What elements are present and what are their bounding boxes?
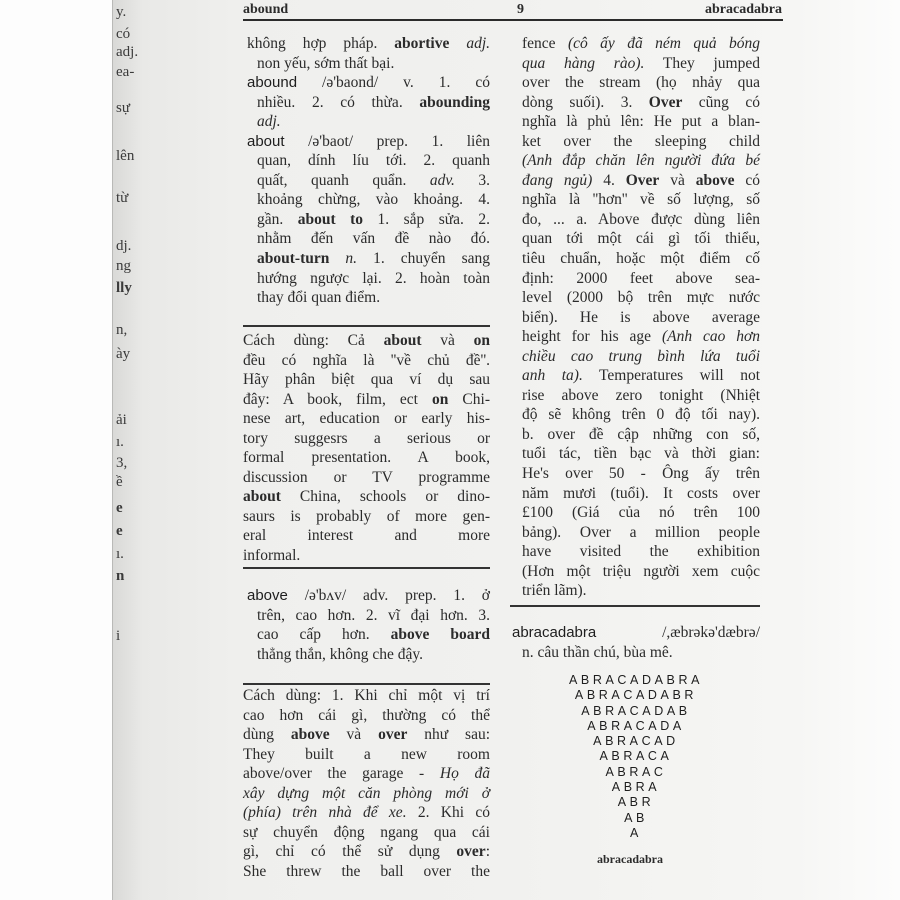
text-span: độ sẽ không trên 0 độ tối nay). — [522, 406, 760, 424]
text-line — [243, 606, 490, 626]
text-span: n. câu thần chú, bùa mê. — [522, 643, 673, 661]
text-span: đo, ... a. Above được dùng liên — [522, 210, 760, 228]
text-span: có — [734, 171, 760, 189]
text-line — [508, 366, 760, 386]
text-line — [243, 625, 490, 645]
text-line — [243, 448, 490, 468]
text-line — [508, 386, 760, 406]
text-line — [243, 171, 490, 191]
triangle-row: ABRACA — [599, 749, 673, 764]
text-line — [243, 34, 490, 54]
fragment-text: n, — [116, 322, 128, 338]
text-line — [243, 784, 490, 804]
triangle-row: ABRACAD — [593, 734, 679, 749]
triangle-row: ABRACADA — [587, 718, 685, 733]
text-line — [508, 308, 760, 328]
text-line — [243, 288, 490, 308]
text-span: 2. Khi có — [406, 804, 490, 822]
fragment-text: từ — [116, 190, 129, 206]
text-line — [508, 405, 760, 425]
text-line — [243, 803, 490, 823]
text-span: /ə'baot/ prep. 1. liên — [284, 132, 490, 150]
triangle-caption: abracadabra — [597, 852, 663, 866]
italic-text: (Anh đắp chăn lên người đứa bé — [522, 152, 760, 170]
text-span: tuổi tác, tiền bạc và thời gian: — [522, 445, 760, 463]
text-span: height for his age — [522, 328, 662, 346]
text-line — [508, 288, 760, 308]
italic-text: (cô ấy đã ném quả bóng — [567, 35, 760, 52]
usage-note-above — [243, 686, 490, 881]
text-span: triển lãm). — [522, 582, 587, 600]
italic-text: Họ đã — [439, 765, 490, 783]
text-line — [243, 842, 490, 862]
text-span: bảng). Over a million people — [522, 523, 760, 541]
text-span: sự chuyển động ngang qua cái — [243, 823, 490, 841]
bold-term: above — [290, 726, 330, 744]
text-span: They jumped — [644, 54, 760, 72]
text-span — [449, 35, 466, 52]
entry-above — [243, 586, 490, 664]
fragment-text: n — [116, 568, 125, 584]
fragment-text: ề — [116, 474, 123, 490]
text-line — [243, 269, 490, 289]
italic-text: qua hàng rào). — [522, 54, 645, 72]
text-span: saurs is probably of more gen- — [243, 507, 490, 525]
text-line — [243, 706, 490, 726]
text-line — [243, 390, 490, 410]
text-line — [508, 562, 760, 582]
text-line — [243, 745, 490, 765]
text-line — [508, 444, 760, 464]
text-line — [508, 151, 760, 171]
text-span: tory suggesrs a serious or — [243, 429, 490, 447]
text-line — [243, 429, 490, 449]
fragment-text: dj. — [116, 238, 132, 254]
headword: about — [247, 132, 285, 150]
text-line — [508, 503, 760, 523]
text-line — [508, 484, 760, 504]
text-span: : — [485, 843, 490, 861]
fragment-text: ı. — [116, 434, 124, 450]
text-span: Temperatures will not — [582, 367, 761, 385]
text-span: formal presentation. A book, — [243, 449, 490, 467]
text-span: have visited the exhibition — [522, 543, 760, 561]
bold-term: on — [473, 332, 491, 349]
text-line — [243, 686, 490, 706]
fragment-text: lly — [116, 280, 132, 296]
bold-term: above — [695, 171, 735, 189]
text-span: và — [659, 171, 696, 189]
headword: abound — [247, 74, 298, 92]
bold-term: over — [456, 843, 486, 861]
text-span: cao cấp hơn. — [257, 626, 391, 644]
text-line — [508, 542, 760, 562]
bold-term: about-turn — [257, 250, 330, 268]
italic-text: chiều cao trung bình lứa tuổi — [522, 347, 760, 365]
text-line — [243, 546, 490, 566]
text-span: 1. chuyển sang — [357, 250, 491, 268]
italic-text: adv. — [429, 171, 455, 189]
fragment-text: adj. — [116, 44, 139, 60]
text-span: biển). He is above average — [522, 308, 760, 326]
text-line — [508, 581, 760, 601]
text-span: như sau: — [407, 726, 491, 744]
fragment-text: i — [116, 628, 121, 644]
fragment-text: sự — [116, 100, 130, 116]
text-span: (Hơn một triệu người xem cuộc — [522, 562, 760, 580]
text-line — [508, 112, 760, 132]
text-line — [243, 210, 490, 230]
bold-term: on — [432, 390, 449, 408]
text-line — [243, 468, 490, 488]
text-span: nghĩa là phủ lên: He put a blan- — [522, 113, 760, 131]
page-number: 9 — [517, 2, 524, 17]
text-line — [243, 93, 490, 113]
text-line — [243, 487, 490, 507]
bold-term: about — [383, 332, 422, 349]
text-line — [243, 249, 490, 269]
text-span: tiêu chuẩn, hoặc một điểm cố — [522, 250, 760, 268]
text-line — [508, 229, 760, 249]
section-rule — [243, 683, 490, 685]
text-span: dùng — [243, 726, 291, 744]
text-line — [243, 73, 490, 93]
triangle-row: ABRACADABRA — [568, 673, 704, 687]
text-span: khoảng chừng, vào khoảng. 4. — [257, 191, 490, 209]
text-span: He's over 50 - Ông ấy trên — [522, 465, 760, 483]
text-span: level (2000 bộ trên mực nước — [522, 289, 760, 307]
headword: above — [247, 587, 288, 604]
fragment-text: ea- — [116, 64, 135, 80]
text-line — [243, 151, 490, 171]
text-span: và — [421, 332, 474, 349]
text-span: Chi- — [448, 390, 490, 408]
text-span: fence — [522, 35, 568, 52]
text-line — [508, 523, 760, 543]
text-span: thẳng thắn, không che đậy. — [257, 645, 424, 663]
text-line — [243, 190, 490, 210]
text-line — [508, 210, 760, 230]
entry-abracadabra — [508, 623, 760, 662]
header-left-guide-word: abound — [243, 2, 289, 17]
headword: abracadabra — [512, 624, 597, 641]
usage-note-continuation — [508, 34, 760, 601]
fragment-text: y. — [116, 4, 127, 20]
text-line — [508, 327, 760, 347]
fragment-text: ày — [116, 346, 131, 362]
section-rule — [510, 605, 760, 607]
text-line — [508, 93, 760, 113]
fragment-text: ı. — [116, 546, 124, 562]
header-right-guide-word: abracadabra — [705, 2, 782, 17]
text-span: Hãy phân biệt qua ví dụ sau — [243, 371, 490, 389]
text-line — [243, 823, 490, 843]
text-span: b. over đề cập những con số, — [522, 425, 760, 443]
text-line — [508, 54, 760, 74]
text-span: /,æbrəkə'dæbrə/ — [596, 624, 760, 641]
text-span: nese art, education or early his- — [243, 410, 490, 428]
italic-text: adj. — [257, 113, 281, 131]
italic-text: adj. — [466, 35, 490, 52]
section-rule — [243, 325, 490, 327]
text-line — [243, 112, 490, 132]
italic-text: xây dựng một căn phòng mới ở — [243, 784, 490, 802]
text-span: quất, quanh quẩn. — [257, 171, 430, 189]
text-span: năm mươi (tuổi). It costs over — [522, 484, 760, 502]
fragment-text: lên — [116, 148, 135, 164]
entries-abound-about — [243, 34, 490, 308]
text-span: non yếu, sớm thất bại. — [257, 54, 395, 72]
fragment-text: e — [116, 523, 123, 539]
text-line — [243, 351, 490, 371]
text-span: trên, cao hơn. 2. vĩ đại hơn. 3. — [257, 606, 490, 624]
italic-text: anh ta). — [522, 367, 583, 385]
header-rule — [243, 19, 783, 21]
bold-term: about to — [297, 210, 364, 228]
text-span: /ə'baond/ v. 1. có — [297, 74, 490, 92]
triangle-row: ABRACADABR — [574, 688, 698, 703]
italic-text: n. — [345, 250, 358, 268]
text-line — [243, 586, 490, 606]
text-span: £100 (Giá của nó trên 100 — [522, 504, 760, 522]
text-line — [508, 425, 760, 445]
text-span: ket over the sleeping child — [522, 132, 760, 150]
text-line — [243, 507, 490, 527]
text-span: định: 2000 feet above sea- — [522, 269, 760, 287]
bold-term: Over — [625, 171, 660, 189]
text-span: thay đổi quan điểm. — [257, 289, 381, 307]
bold-term: abortive — [394, 35, 450, 52]
triangle-row: ABRA — [611, 780, 661, 795]
bold-term: above board — [390, 626, 491, 644]
text-span: và — [329, 726, 379, 744]
text-span: gần. — [257, 210, 298, 228]
text-span: Cách dùng: Cả — [243, 332, 384, 349]
fragment-text: có — [116, 26, 131, 42]
fragment-text: 3, — [116, 455, 128, 471]
dictionary-page — [112, 0, 900, 900]
text-span: hướng ngược lại. 2. hoàn toàn — [257, 269, 490, 287]
text-line — [508, 73, 760, 93]
text-span: 3. — [454, 171, 490, 189]
triangle-row: AB — [624, 810, 648, 825]
text-line — [243, 54, 490, 74]
italic-text: đang ngủ) — [522, 171, 593, 189]
text-span: gì, chỉ có thể sử dụng — [243, 843, 457, 861]
bold-term: about — [243, 488, 281, 506]
text-line — [508, 464, 760, 484]
triangle-row: ABRACADAB — [581, 703, 691, 718]
text-span: cũng có — [682, 93, 760, 111]
text-span: above/over the garage - — [243, 765, 440, 783]
usage-note-about — [243, 331, 490, 566]
text-span: dòng suối). 3. — [522, 93, 649, 111]
text-span: 1. sắp sửa. 2. — [363, 210, 490, 228]
text-line — [508, 190, 760, 210]
italic-text: (phía) trên nhà để xe. — [243, 804, 407, 822]
triangle-row: ABR — [617, 795, 655, 810]
text-span: discussion or TV programme — [243, 468, 490, 486]
text-span: informal. — [243, 547, 301, 565]
italic-text: (Anh cao hơn — [661, 328, 760, 346]
text-line — [508, 34, 760, 54]
text-line — [508, 623, 760, 643]
triangle-row: ABRAC — [605, 764, 667, 779]
text-span: nhiều. 2. có thừa. — [257, 93, 420, 111]
text-line — [508, 347, 760, 367]
text-span: /ə'bʌv/ adv. prep. 1. ở — [287, 587, 490, 604]
text-line — [508, 249, 760, 269]
text-span: She threw the ball over the — [243, 862, 490, 880]
text-line — [508, 643, 760, 663]
text-line — [243, 526, 490, 546]
text-line — [243, 132, 490, 152]
text-span: đều có nghĩa là ''về chủ đề''. — [243, 351, 490, 369]
text-line — [243, 725, 490, 745]
text-line — [508, 132, 760, 152]
text-span: cao hơn cái gì, thường có thể — [243, 706, 490, 724]
bold-term: over — [378, 726, 408, 744]
text-span: nhằm đến vấn đề nào đó. — [257, 230, 490, 248]
text-span: 4. — [592, 171, 626, 189]
text-span: quan, dính líu tới. 2. quanh — [257, 152, 490, 170]
text-span: quan tới một cái gì tối thiểu, — [522, 230, 760, 248]
text-line — [243, 229, 490, 249]
fragment-text: ng — [116, 258, 131, 274]
text-span: rise above zero tonight (Nhiệt — [522, 386, 760, 404]
text-line — [243, 409, 490, 429]
text-span: eral interest and more — [243, 527, 490, 545]
text-span: đây: A book, film, ect — [243, 390, 433, 408]
text-span: over the stream (họ nhảy qua — [522, 74, 760, 92]
text-span: They built a new room — [243, 745, 490, 763]
text-line — [243, 370, 490, 390]
text-line — [508, 269, 760, 289]
fragment-text: ải — [116, 412, 127, 428]
text-span: Cách dùng: 1. Khi chỉ một vị trí — [243, 687, 490, 704]
text-line — [243, 645, 490, 665]
text-span: China, schools or dino- — [280, 488, 490, 506]
bold-term: abounding — [419, 93, 490, 111]
bold-term: Over — [648, 93, 683, 111]
text-span: nghĩa là ''hơn'' về số lượng, số — [522, 191, 760, 209]
text-span — [329, 250, 345, 267]
text-line — [243, 331, 490, 351]
text-line — [508, 171, 760, 191]
previous-page-edge — [0, 0, 114, 900]
text-line — [243, 862, 490, 882]
abracadabra-triangle — [536, 673, 736, 841]
fragment-text: e — [116, 500, 123, 516]
triangle-row: A — [630, 825, 642, 840]
text-line — [243, 764, 490, 784]
text-span: không hợp pháp. — [247, 35, 395, 52]
section-rule — [243, 567, 490, 569]
